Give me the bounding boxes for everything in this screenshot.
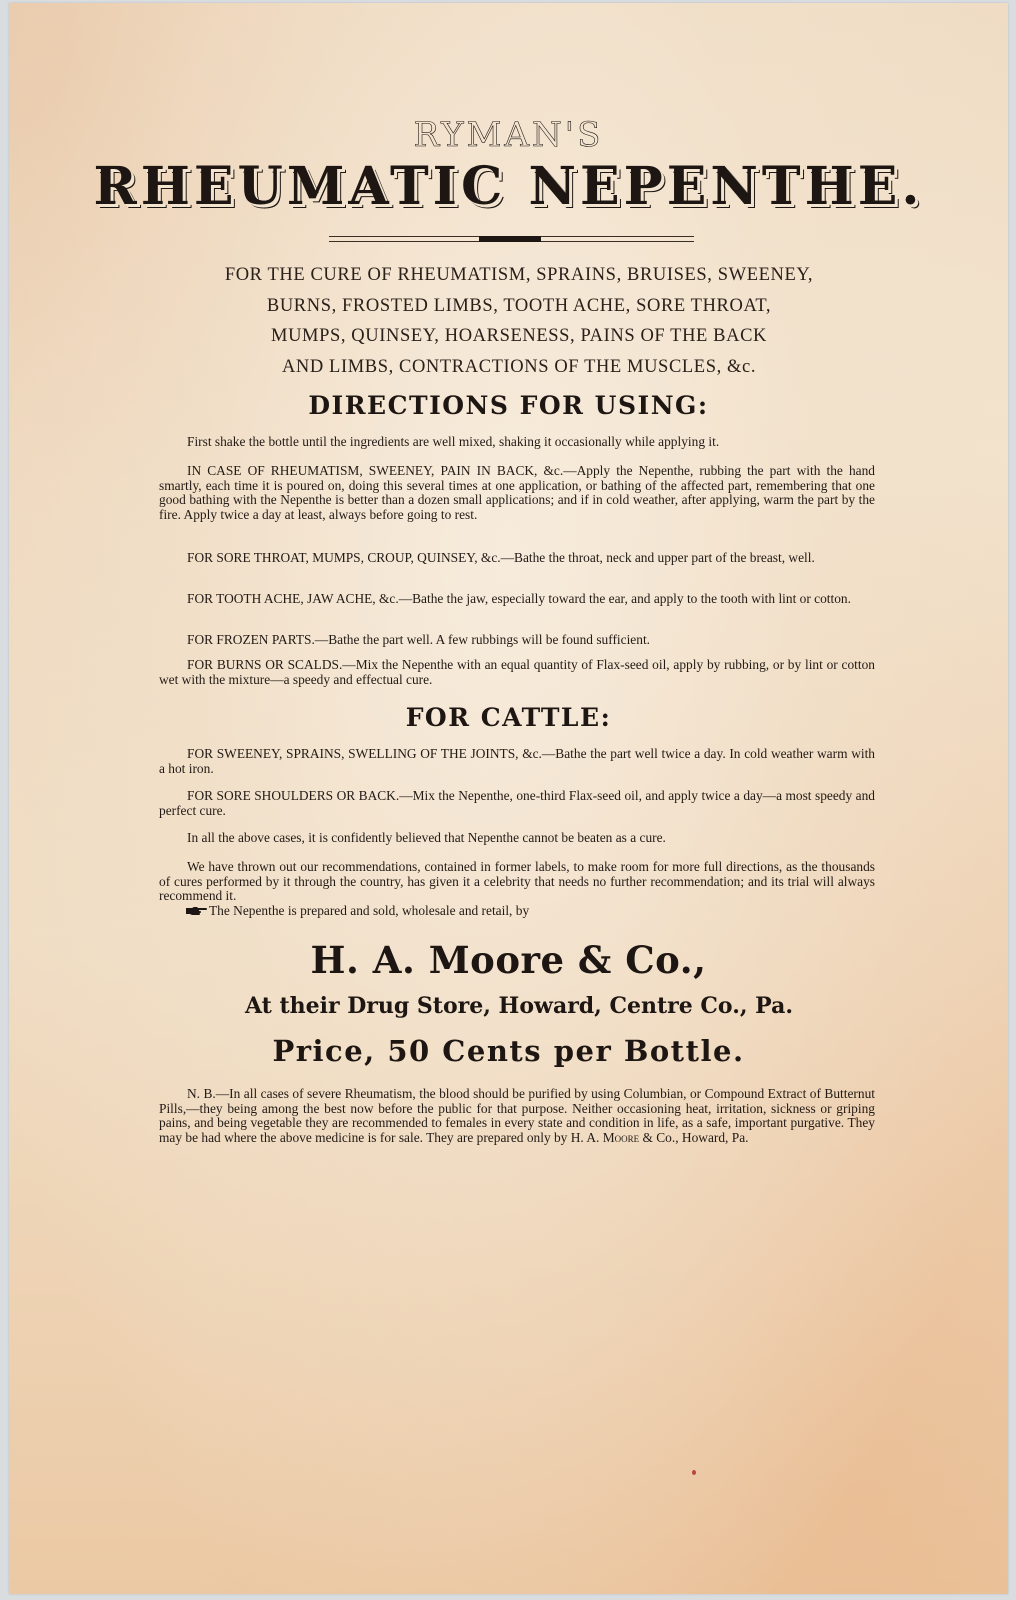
pointing-hand-icon <box>185 905 207 916</box>
company-name: H. A. Moore & Co., <box>310 938 707 982</box>
directions-paragraph: First shake the bottle until the ingredients are well mixed, shaking it occasionally while applying it. <box>187 434 720 449</box>
paragraph-text: In all the above cases, it is confidently believed that Nepenthe cannot be beaten as a cure. <box>187 830 666 845</box>
paragraph-text: FOR BURNS OR SCALDS.—Mix the Nepenthe with an equal quantity of Flax-seed oil, apply by rubbing, or by lint or cotton wet with the mixture—a speedy and effectual cure. <box>159 657 875 687</box>
directions-paragraph <box>159 551 875 566</box>
directions-paragraph <box>159 633 875 648</box>
paragraph-text: The Nepenthe is prepared and sold, wholesale and retail, by <box>209 903 530 918</box>
nb-maker-tail: & Co., Howard, Pa. <box>639 1129 749 1145</box>
ornamental-rule <box>329 235 694 243</box>
product-title: RHEUMATIC NEPENTHE. <box>93 156 924 217</box>
cures-line: FOR THE CURE OF RHEUMATISM, SPRAINS, BRUISES, SWEENEY, <box>224 265 814 285</box>
note-paragraph <box>159 860 875 904</box>
paragraph-text: FOR SORE SHOULDERS OR BACK.—Mix the Nepenthe, one-third Flax-seed oil, and apply twice a day—a most speedy and perfect cure. <box>159 788 875 818</box>
directions-paragraph <box>159 464 875 522</box>
cures-line: BURNS, FROSTED LIMBS, TOOTH ACHE, SORE THROAT, <box>266 295 772 316</box>
cures-line: AND LIMBS, CONTRACTIONS OF THE MUSCLES, &c. <box>281 356 757 377</box>
company-address: At their Drug Store, Howard, Centre Co., Pa. <box>244 993 794 1019</box>
nb-text: N. B.—In all cases of severe Rheumatism, the blood should be purified by using Columbian, or Compound Extract of Butternut Pills,—they being among the best now before the public for that purpose. Neither occasioning heat, irritation, sickness or griping pains, and being vegetable they are recommended to females in every state and condition in life, as a safe, important purgative. They may be had where the above medicine is for sale. They are prepared only by <box>159 1086 875 1145</box>
brand-name: RYMAN'S <box>413 115 604 155</box>
directions-heading: DIRECTIONS FOR USING: <box>308 391 709 420</box>
paragraph-text: FOR TOOTH ACHE, JAW ACHE, &c.—Bathe the jaw, especially toward the ear, and apply to the tooth with lint or cotton. <box>187 591 851 606</box>
paper-speck <box>692 1470 696 1475</box>
paragraph-text: FOR SORE THROAT, MUMPS, CROUP, QUINSEY, &c.—Bathe the throat, neck and upper part of the breast, well. <box>187 550 815 565</box>
paragraph-text: FOR FROZEN PARTS.—Bathe the part well. A few rubbings will be found sufficient. <box>187 632 651 647</box>
paragraph-text: We have thrown out our recommendations, contained in former labels, to make room for more full directions, as the thousands of cures performed by it through the country, has given it a celebrity that needs no further recommendation; and its trial will always recommend it. <box>159 859 875 904</box>
cattle-paragraph <box>159 789 875 818</box>
note-paragraph <box>159 831 875 846</box>
paragraph-text: IN CASE OF RHEUMATISM, SWEENEY, PAIN IN BACK, &c.—Apply the Nepenthe, rubbing the part with the hand smartly, each time it is poured on, doing this several times at one application, or bathing of the affected part, remembering that one good bathing with the Nepenthe is better than a dozen small applications; and if in cold weather, after applying, warm the part by the fire. Apply twice a day at least, always before going to rest. <box>159 463 875 522</box>
cattle-heading: FOR CATTLE: <box>405 703 612 732</box>
price-line: Price, 50 Cents per Bottle. <box>272 1034 745 1068</box>
nb-maker: H. A. Moore <box>570 1129 640 1145</box>
nota-bene-paragraph <box>159 1087 875 1145</box>
rule-center-bar <box>479 236 541 242</box>
directions-paragraph <box>159 592 875 607</box>
note-paragraph <box>159 904 875 919</box>
handbill-page <box>9 3 1008 1594</box>
cures-line: MUMPS, QUINSEY, HOARSENESS, PAINS OF THE BACK <box>271 326 767 346</box>
cures-list <box>149 260 889 382</box>
paragraph-text: FOR SWEENEY, SPRAINS, SWELLING OF THE JOINTS, &c.—Bathe the part well twice a day. In cold weather warm with a hot iron. <box>159 746 875 776</box>
cattle-paragraph <box>159 747 875 776</box>
directions-paragraph <box>159 658 875 687</box>
